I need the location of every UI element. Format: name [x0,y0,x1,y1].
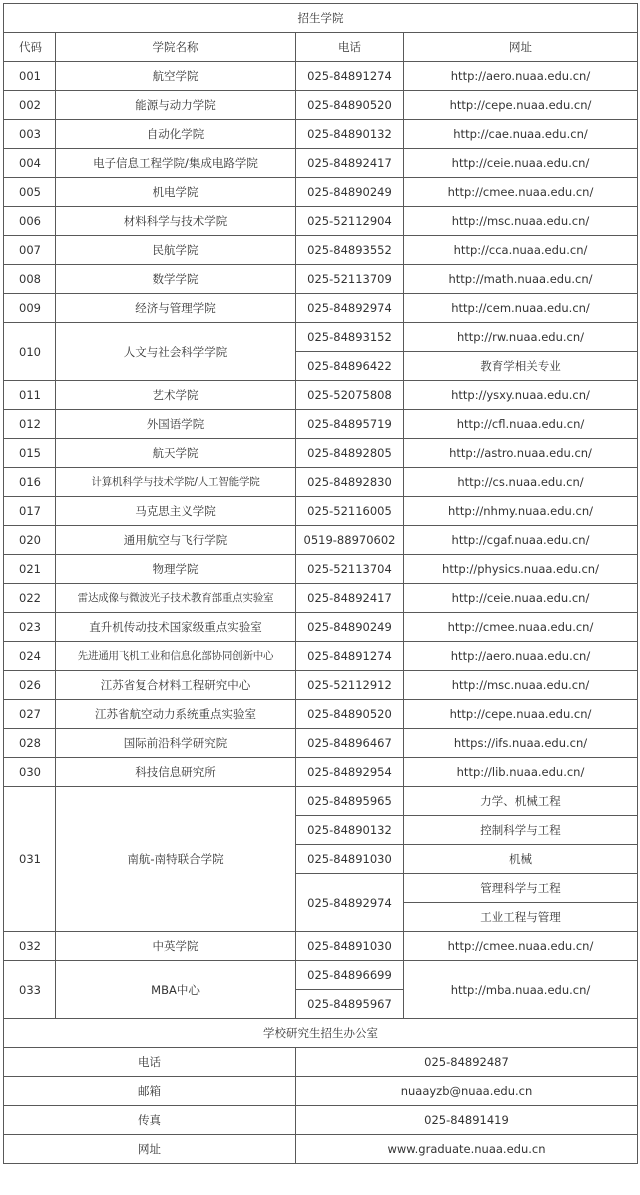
table-row [4,178,638,207]
url-cell: 控制科学与工程 [404,816,638,845]
name-cell: 先进通用飞机工业和信息化部协同创新中心 [56,642,296,671]
code-cell: 021 [4,555,56,584]
phone-cell: 025-52113704 [296,555,404,584]
phone-cell: 025-84891030 [296,845,404,874]
table-row [4,439,638,468]
url-cell: http://cepe.nuaa.edu.cn/ [404,700,638,729]
office-phone-label: 电话 [4,1048,296,1077]
name-cell: 电子信息工程学院/集成电路学院 [56,149,296,178]
url-cell: http://cfl.nuaa.edu.cn/ [404,410,638,439]
office-phone: 025-84892487 [296,1048,638,1077]
office-row [4,1106,638,1135]
phone-cell: 025-84891030 [296,932,404,961]
url-cell: http://astro.nuaa.edu.cn/ [404,439,638,468]
phone-cell: 025-84892417 [296,584,404,613]
name-cell: 通用航空与飞行学院 [56,526,296,555]
phone-cell: 025-84892974 [296,294,404,323]
phone-cell: 025-84896422 [296,352,404,381]
url-cell: http://msc.nuaa.edu.cn/ [404,207,638,236]
url-cell: 管理科学与工程 [404,874,638,903]
header-code: 代码 [4,33,56,62]
name-cell: 南航-南特联合学院 [56,787,296,932]
code-cell: 010 [4,323,56,381]
code-cell: 012 [4,410,56,439]
code-cell: 017 [4,497,56,526]
table-row [4,613,638,642]
code-cell: 032 [4,932,56,961]
name-cell: 人文与社会科学学院 [56,323,296,381]
phone-cell: 025-84892417 [296,149,404,178]
code-cell: 026 [4,671,56,700]
code-cell: 023 [4,613,56,642]
phone-cell: 0519-88970602 [296,526,404,555]
name-cell: 经济与管理学院 [56,294,296,323]
office-email: nuaayzb@nuaa.edu.cn [296,1077,638,1106]
url-cell: http://cmee.nuaa.edu.cn/ [404,178,638,207]
name-cell: 材料科学与技术学院 [56,207,296,236]
url-cell: http://cs.nuaa.edu.cn/ [404,468,638,497]
phone-cell: 025-52112912 [296,671,404,700]
table-row [4,265,638,294]
url-cell: http://aero.nuaa.edu.cn/ [404,62,638,91]
phone-cell: 025-84892974 [296,874,404,932]
table-row [4,642,638,671]
url-cell: http://cem.nuaa.edu.cn/ [404,294,638,323]
phone-cell: 025-84890249 [296,613,404,642]
table-row [4,468,638,497]
table-title: 招生学院 [4,4,638,33]
header-url: 网址 [404,33,638,62]
table-row [4,555,638,584]
name-cell: 物理学院 [56,555,296,584]
url-cell: http://aero.nuaa.edu.cn/ [404,642,638,671]
url-cell: http://cae.nuaa.edu.cn/ [404,120,638,149]
table-row [4,729,638,758]
phone-cell: 025-84895719 [296,410,404,439]
table-row [4,381,638,410]
office-fax-label: 传真 [4,1106,296,1135]
code-cell: 005 [4,178,56,207]
table-row [4,323,638,352]
phone-cell: 025-84895965 [296,787,404,816]
table-row [4,410,638,439]
code-cell: 027 [4,700,56,729]
code-cell: 011 [4,381,56,410]
url-cell: http://nhmy.nuaa.edu.cn/ [404,497,638,526]
name-cell: 国际前沿科学研究院 [56,729,296,758]
url-cell: http://cmee.nuaa.edu.cn/ [404,613,638,642]
name-cell: 航天学院 [56,439,296,468]
code-cell: 004 [4,149,56,178]
phone-cell: 025-84896467 [296,729,404,758]
office-fax: 025-84891419 [296,1106,638,1135]
code-cell: 033 [4,961,56,1019]
name-cell: 直升机传动技术国家级重点实验室 [56,613,296,642]
url-cell: http://cmee.nuaa.edu.cn/ [404,932,638,961]
name-cell: 外国语学院 [56,410,296,439]
office-web-label: 网址 [4,1135,296,1164]
office-email-label: 邮箱 [4,1077,296,1106]
name-cell: 中英学院 [56,932,296,961]
url-cell: http://cepe.nuaa.edu.cn/ [404,91,638,120]
code-cell: 028 [4,729,56,758]
url-cell: http://ceie.nuaa.edu.cn/ [404,584,638,613]
name-cell: 雷达成像与微波光子技术教育部重点实验室 [56,584,296,613]
table-row [4,294,638,323]
table-row [4,932,638,961]
admissions-table [3,3,638,1164]
name-cell: 机电学院 [56,178,296,207]
office-row [4,1077,638,1106]
url-cell: http://math.nuaa.edu.cn/ [404,265,638,294]
url-cell: http://lib.nuaa.edu.cn/ [404,758,638,787]
code-cell: 002 [4,91,56,120]
phone-cell: 025-84892830 [296,468,404,497]
table-row [4,584,638,613]
code-cell: 030 [4,758,56,787]
phone-cell: 025-84890520 [296,700,404,729]
phone-cell: 025-52112904 [296,207,404,236]
url-cell: http://mba.nuaa.edu.cn/ [404,961,638,1019]
code-cell: 009 [4,294,56,323]
office-title: 学校研究生招生办公室 [4,1019,638,1048]
name-cell: 江苏省复合材料工程研究中心 [56,671,296,700]
table-row [4,671,638,700]
name-cell: 民航学院 [56,236,296,265]
code-cell: 003 [4,120,56,149]
url-cell: http://cgaf.nuaa.edu.cn/ [404,526,638,555]
phone-cell: 025-84890520 [296,91,404,120]
phone-cell: 025-52113709 [296,265,404,294]
phone-cell: 025-84890132 [296,816,404,845]
url-cell: 工业工程与管理 [404,903,638,932]
name-cell: 能源与动力学院 [56,91,296,120]
url-cell: 力学、机械工程 [404,787,638,816]
table-row [4,700,638,729]
url-cell: http://cca.nuaa.edu.cn/ [404,236,638,265]
table-row [4,207,638,236]
table-row [4,62,638,91]
code-cell: 022 [4,584,56,613]
url-cell: http://rw.nuaa.edu.cn/ [404,323,638,352]
header-phone: 电话 [296,33,404,62]
office-title-row [4,1019,638,1048]
name-cell: 数学学院 [56,265,296,294]
url-cell: http://ceie.nuaa.edu.cn/ [404,149,638,178]
phone-cell: 025-52075808 [296,381,404,410]
code-cell: 020 [4,526,56,555]
phone-cell: 025-52116005 [296,497,404,526]
code-cell: 001 [4,62,56,91]
code-cell: 008 [4,265,56,294]
table-row [4,758,638,787]
code-cell: 031 [4,787,56,932]
office-row [4,1048,638,1077]
name-cell: 江苏省航空动力系统重点实验室 [56,700,296,729]
table-row [4,961,638,990]
phone-cell: 025-84891274 [296,642,404,671]
phone-cell: 025-84893152 [296,323,404,352]
table-row [4,120,638,149]
table-row [4,91,638,120]
table-row [4,149,638,178]
code-cell: 024 [4,642,56,671]
phone-cell: 025-84892954 [296,758,404,787]
phone-cell: 025-84890249 [296,178,404,207]
code-cell: 006 [4,207,56,236]
name-cell: 马克思主义学院 [56,497,296,526]
table-row [4,497,638,526]
name-cell: 航空学院 [56,62,296,91]
url-cell: 机械 [404,845,638,874]
url-cell: http://msc.nuaa.edu.cn/ [404,671,638,700]
phone-cell: 025-84891274 [296,62,404,91]
office-web: www.graduate.nuaa.edu.cn [296,1135,638,1164]
title-row [4,4,638,33]
name-cell: 计算机科学与技术学院/人工智能学院 [56,468,296,497]
code-cell: 007 [4,236,56,265]
url-cell: https://ifs.nuaa.edu.cn/ [404,729,638,758]
phone-cell: 025-84892805 [296,439,404,468]
name-cell: 艺术学院 [56,381,296,410]
office-row [4,1135,638,1164]
table-row [4,236,638,265]
code-cell: 016 [4,468,56,497]
url-cell: http://ysxy.nuaa.edu.cn/ [404,381,638,410]
table-row [4,787,638,816]
phone-cell: 025-84896699 [296,961,404,990]
name-cell: MBA中心 [56,961,296,1019]
code-cell: 015 [4,439,56,468]
phone-cell: 025-84895967 [296,990,404,1019]
url-cell: http://physics.nuaa.edu.cn/ [404,555,638,584]
url-cell: 教育学相关专业 [404,352,638,381]
name-cell: 科技信息研究所 [56,758,296,787]
phone-cell: 025-84890132 [296,120,404,149]
phone-cell: 025-84893552 [296,236,404,265]
header-name: 学院名称 [56,33,296,62]
table-row [4,526,638,555]
header-row [4,33,638,62]
name-cell: 自动化学院 [56,120,296,149]
